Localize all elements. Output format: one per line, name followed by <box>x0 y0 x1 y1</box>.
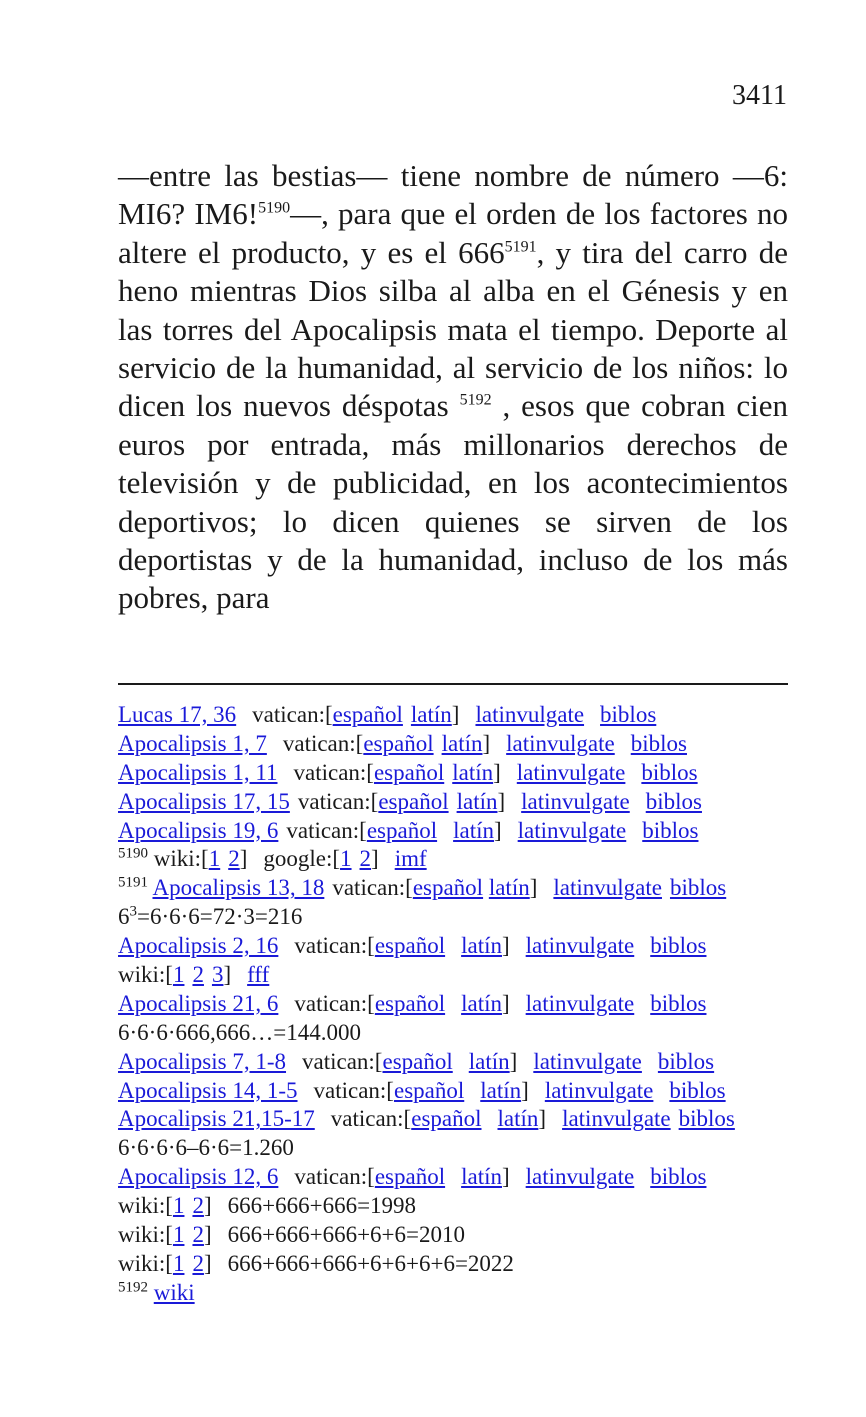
latin-link[interactable]: latín <box>461 1164 502 1190</box>
wiki-1-link[interactable]: 1 <box>172 1222 185 1248</box>
note-line <box>118 817 808 846</box>
bracket: ] <box>529 875 538 901</box>
ref-link[interactable]: Apocalipsis 7, 1-8 <box>118 1048 287 1074</box>
note-number: 5191 <box>118 874 148 891</box>
body-text-2: —, para que el orden de los factores no altere el producto, y es el 666 <box>118 196 789 270</box>
footnote-divider <box>118 683 788 685</box>
ref-link[interactable]: Apocalipsis 17, 15 <box>118 788 290 814</box>
bracket: ] <box>203 1193 212 1219</box>
espanol-link[interactable]: español <box>412 875 484 901</box>
espanol-link[interactable]: español <box>411 1106 482 1132</box>
ref-link[interactable]: Apocalipsis 21, 6 <box>118 990 279 1016</box>
body-text-3: , y tira del carro de heno mientras Dios silba al alba en el Génesis y en las torres del Apocalipsis mata el tiempo. Deporte al servicio de la humanidad, al servicio de los niños: lo dicen los nuevos déspotas <box>118 234 788 424</box>
latin-link[interactable]: latín <box>461 933 502 959</box>
latinvulgate-link[interactable]: latinvulgate <box>562 1106 671 1132</box>
wiki-2-link[interactable]: 2 <box>192 1222 204 1248</box>
biblos-link[interactable]: biblos <box>645 788 702 814</box>
espanol-link[interactable]: español <box>393 1077 465 1103</box>
latin-link[interactable]: latín <box>488 875 530 901</box>
espanol-link[interactable]: español <box>374 933 446 959</box>
note-line <box>118 961 808 990</box>
latin-link[interactable]: latín <box>410 702 452 727</box>
calc-rest: =6·6·6=72·3=216 <box>137 904 303 930</box>
vatican-label: vatican:[ <box>252 702 333 727</box>
vatican-label: vatican:[ <box>286 817 367 843</box>
espanol-link[interactable]: español <box>373 759 445 785</box>
footnote-ref-5192: 5192 <box>459 392 492 410</box>
note-line <box>118 1019 808 1048</box>
google-1-link[interactable]: 1 <box>340 846 352 872</box>
ref-link[interactable]: Apocalipsis 19, 6 <box>118 817 279 843</box>
bracket: ] <box>497 788 506 814</box>
espanol-link[interactable]: español <box>363 730 434 756</box>
wiki-1-link[interactable]: 1 <box>208 846 221 872</box>
note-line <box>118 701 808 730</box>
latin-link[interactable]: latín <box>461 990 502 1016</box>
calc-line: 6·6·6·666,666…=144.000 <box>118 1019 361 1045</box>
latin-link[interactable]: latín <box>480 1077 522 1103</box>
ref-link[interactable]: Apocalipsis 1, 11 <box>118 759 278 785</box>
wiki-link[interactable]: wiki <box>153 1279 195 1305</box>
wiki-label: wiki:[ <box>118 1222 173 1248</box>
vatican-label: vatican:[ <box>293 759 374 785</box>
latin-link[interactable]: latín <box>441 730 483 756</box>
sum-line: 666+666+666=1998 <box>227 1193 417 1219</box>
note-number: 5192 <box>118 1279 148 1296</box>
biblos-link[interactable]: biblos <box>650 1164 707 1190</box>
note-line <box>118 1105 808 1134</box>
bracket: ] <box>203 1222 212 1248</box>
note-line <box>118 990 808 1019</box>
sum-line: 666+666+666+6+6=2010 <box>227 1222 465 1248</box>
wiki-2-link[interactable]: 2 <box>192 1193 204 1219</box>
note-line <box>118 730 808 759</box>
body-text-4: , esos que cobran cien euros por entrada, más millonarios derechos de televisión y de publicidad, en los acontecimientos deportivos; lo dicen quienes se sirven de los deportistas y de la humanidad, incluso de los más pobres, para <box>118 388 789 616</box>
latin-link[interactable]: latín <box>456 788 498 814</box>
google-2-link[interactable]: 2 <box>359 846 372 872</box>
note-line <box>118 759 808 788</box>
vatican-label: vatican:[ <box>332 875 413 901</box>
bracket: ] <box>239 846 248 872</box>
biblos-link[interactable]: biblos <box>657 1048 715 1074</box>
latinvulgate-link[interactable]: latinvulgate <box>544 1077 654 1103</box>
vatican-label: vatican:[ <box>294 990 375 1016</box>
ref-link[interactable]: Apocalipsis 14, 1-5 <box>118 1077 298 1103</box>
wiki-2-link[interactable]: 2 <box>192 962 204 988</box>
biblos-link[interactable]: biblos <box>669 875 727 901</box>
vatican-label: vatican:[ <box>282 730 364 756</box>
note-line <box>118 1163 808 1192</box>
vatican-label: vatican:[ <box>294 933 375 959</box>
latin-link[interactable]: latín <box>468 1048 510 1074</box>
wiki-2-link[interactable]: 2 <box>192 1250 204 1276</box>
vatican-label: vatican:[ <box>294 1164 375 1190</box>
latinvulgate-link[interactable]: latinvulgate <box>521 788 630 814</box>
note-line <box>118 903 808 932</box>
bracket: ] <box>501 933 510 959</box>
footnote-ref-5191: 5191 <box>504 238 537 256</box>
biblos-link[interactable]: biblos <box>650 933 707 959</box>
biblos-link[interactable]: biblos <box>630 730 687 756</box>
calc-line: 6·6·6·6–6·6=1.260 <box>118 1135 294 1161</box>
note-line <box>118 1250 808 1279</box>
bracket: ] <box>493 759 501 785</box>
bracket: ] <box>521 1077 529 1103</box>
biblos-link[interactable]: biblos <box>650 990 707 1016</box>
bracket: ] <box>501 990 510 1016</box>
bracket: ] <box>493 817 502 843</box>
biblos-link[interactable]: biblos <box>641 759 698 785</box>
espanol-link[interactable]: español <box>374 990 446 1016</box>
wiki-3-link[interactable]: 3 <box>211 962 224 988</box>
calc-base: 6 <box>118 904 130 930</box>
latinvulgate-link[interactable]: latinvulgate <box>525 990 635 1016</box>
note-number: 5190 <box>118 845 148 862</box>
bracket: ] <box>509 1048 518 1074</box>
fff-link[interactable]: fff <box>247 962 270 988</box>
page-number: 3411 <box>732 80 787 111</box>
espanol-link[interactable]: español <box>378 788 449 814</box>
espanol-link[interactable]: español <box>382 1048 453 1074</box>
latinvulgate-link[interactable]: latinvulgate <box>525 1164 635 1190</box>
espanol-link[interactable]: español <box>332 702 403 727</box>
wiki-1-link[interactable]: 1 <box>172 1193 185 1219</box>
ref-link[interactable]: Apocalipsis 2, 16 <box>118 933 279 959</box>
vatican-label: vatican:[ <box>330 1106 412 1132</box>
vatican-label: vatican:[ <box>313 1077 394 1103</box>
ref-link[interactable]: Apocalipsis 1, 7 <box>118 730 267 756</box>
note-line <box>118 874 808 903</box>
bracket: ] <box>371 846 379 872</box>
footnote-ref-5190: 5190 <box>258 200 291 218</box>
footnotes <box>118 701 808 1308</box>
sum-line: 666+666+666+6+6+6+6=2022 <box>227 1250 514 1276</box>
note-line <box>118 1279 808 1308</box>
wiki-label: wiki:[ <box>118 962 173 988</box>
latinvulgate-link[interactable]: latinvulgate <box>533 1048 642 1074</box>
note-line <box>118 932 808 961</box>
calc-exponent: 3 <box>129 903 137 920</box>
ref-link[interactable]: Lucas 17, 36 <box>118 702 237 727</box>
bracket: ] <box>451 702 460 727</box>
note-line <box>118 1077 808 1106</box>
latin-link[interactable]: latín <box>453 817 494 843</box>
bracket: ] <box>482 730 491 756</box>
wiki-1-link[interactable]: 1 <box>172 962 185 988</box>
wiki-1-link[interactable]: 1 <box>172 1250 185 1276</box>
ref-link[interactable]: Apocalipsis 21,15-17 <box>118 1106 315 1132</box>
latinvulgate-link[interactable]: latinvulgate <box>516 759 626 785</box>
body-text-1: —entre las bestias— tiene nombre de número —6: MI6? IM6! <box>118 158 788 232</box>
imf-link[interactable]: imf <box>394 846 427 872</box>
bracket: ] <box>538 1106 547 1132</box>
bracket: ] <box>223 962 232 988</box>
note-line <box>118 845 808 874</box>
ref-link[interactable]: Apocalipsis 12, 6 <box>118 1164 279 1190</box>
biblos-link[interactable]: biblos <box>642 817 699 843</box>
note-line <box>118 788 808 817</box>
note-line <box>118 1192 808 1221</box>
wiki-label: wiki:[ <box>118 1250 173 1276</box>
wiki-label: wiki:[ <box>118 1193 173 1219</box>
latin-link[interactable]: latín <box>452 759 494 785</box>
latinvulgate-link[interactable]: latinvulgate <box>553 875 662 901</box>
biblos-link[interactable]: biblos <box>669 1077 726 1103</box>
espanol-link[interactable]: español <box>374 1164 446 1190</box>
vatican-label: vatican:[ <box>302 1048 383 1074</box>
bracket: ] <box>501 1164 510 1190</box>
biblos-link[interactable]: biblos <box>600 702 657 727</box>
latinvulgate-link[interactable]: latinvulgate <box>525 933 635 959</box>
biblos-link[interactable]: biblos <box>678 1106 735 1132</box>
vatican-label: vatican:[ <box>297 788 379 814</box>
wiki-2-link[interactable]: 2 <box>228 846 240 872</box>
bracket: ] <box>203 1250 212 1276</box>
google-label: google:[ <box>263 846 341 872</box>
note-line <box>118 1221 808 1250</box>
body-paragraph <box>118 157 788 618</box>
ref-link[interactable]: Apocalipsis 13, 18 <box>152 875 325 901</box>
note-line <box>118 1134 808 1163</box>
latinvulgate-link[interactable]: latinvulgate <box>475 702 585 727</box>
latin-link[interactable]: latín <box>497 1106 539 1132</box>
note-line <box>118 1048 808 1077</box>
espanol-link[interactable]: español <box>366 817 438 843</box>
wiki-label: wiki:[ <box>153 846 209 872</box>
latinvulgate-link[interactable]: latinvulgate <box>506 730 615 756</box>
latinvulgate-link[interactable]: latinvulgate <box>517 817 627 843</box>
